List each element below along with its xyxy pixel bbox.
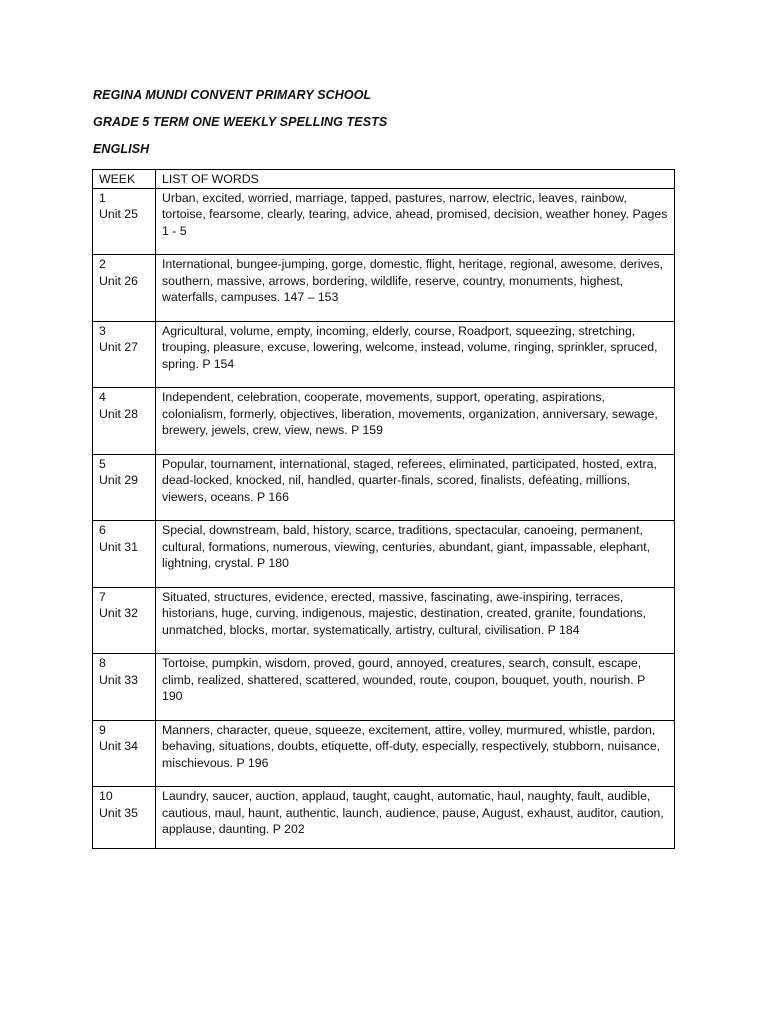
week-cell bbox=[93, 787, 156, 849]
unit-label: Unit 35 bbox=[99, 805, 138, 820]
week-number: 2 bbox=[99, 257, 106, 271]
table-row bbox=[93, 188, 675, 255]
week-cell bbox=[93, 521, 156, 588]
table-row bbox=[93, 388, 675, 455]
word-list-cell: Agricultural, volume, empty, incoming, elderly, course, Roadport, squeezing, stretching, trouping, pleasure, excuse, lowering, welcome, instead, volume, ringing, sprinkler, spruced, spring. P 154 bbox=[156, 321, 675, 388]
word-list-cell: Situated, structures, evidence, erected, massive, fascinating, awe-inspiring, terraces, historians, huge, curving, indigenous, majestic, destination, created, granite, foundations, unmatched, blocks, mortar, systematically, artistry, cultural, civilisation. P 184 bbox=[156, 587, 675, 654]
table-row bbox=[93, 454, 675, 521]
week-cell bbox=[93, 388, 156, 455]
week-number: 10 bbox=[99, 789, 113, 803]
word-list-cell: Independent, celebration, cooperate, movements, support, operating, aspirations, colonialism, formerly, objectives, liberation, movements, organization, anniversary, sewage, brewery, jewels, crew, view, news. P 159 bbox=[156, 388, 675, 455]
week-cell bbox=[93, 654, 156, 721]
week-number: 4 bbox=[99, 390, 106, 404]
week-number: 8 bbox=[99, 656, 106, 670]
week-cell bbox=[93, 188, 156, 255]
unit-label: Unit 29 bbox=[99, 473, 138, 487]
unit-label: Unit 26 bbox=[99, 273, 138, 288]
word-list-cell: Urban, excited, worried, marriage, tapped, pastures, narrow, electric, leaves, rainbow, tortoise, fearsome, clearly, tearing, advice, ahead, promised, decision, weather honey. Pages 1 - 5 bbox=[156, 188, 675, 255]
week-number: 7 bbox=[99, 589, 106, 604]
school-name: REGINA MUNDI CONVENT PRIMARY SCHOOL bbox=[93, 88, 372, 102]
unit-label: Unit 25 bbox=[99, 207, 138, 221]
header-list-of-words: LIST OF WORDS bbox=[156, 170, 675, 189]
word-list-cell: Special, downstream, bald, history, scarce, traditions, spectacular, canoeing, permanent, cultural, formations, numerous, viewing, centuries, abundant, giant, impassable, elephant, lightning, crystal. P 180 bbox=[156, 521, 675, 588]
table-row bbox=[93, 654, 675, 721]
header-week: WEEK bbox=[93, 170, 156, 189]
word-list-cell: Tortoise, pumpkin, wisdom, proved, gourd, annoyed, creatures, search, consult, escape, climb, realized, shattered, scattered, wounded, route, coupon, bouquet, youth, nourish. P 190 bbox=[156, 654, 675, 721]
week-cell bbox=[93, 321, 156, 388]
spelling-table bbox=[92, 169, 675, 849]
week-number: 5 bbox=[99, 456, 106, 471]
word-list-cell: Laundry, saucer, auction, applaud, taught, caught, automatic, haul, naughty, fault, audible, cautious, maul, haunt, authentic, launch, audience, pause, August, exhaust, auditor, caution, applause, daunting. P 202 bbox=[156, 787, 675, 849]
unit-label: Unit 28 bbox=[99, 406, 138, 421]
table-row bbox=[93, 587, 675, 654]
document-subtitle: GRADE 5 TERM ONE WEEKLY SPELLING TESTS bbox=[93, 115, 388, 129]
week-number: 9 bbox=[99, 722, 106, 737]
unit-label: Unit 33 bbox=[99, 672, 138, 687]
table-row bbox=[93, 720, 675, 787]
unit-label: Unit 31 bbox=[99, 539, 138, 554]
table-header-row bbox=[93, 170, 675, 189]
word-list-cell: Popular, tournament, international, staged, referees, eliminated, participated, hosted, extra, dead-locked, knocked, nil, handled, quarter-finals, scored, finalists, defeating, millions, viewers, oceans. P 166 bbox=[156, 454, 675, 521]
week-number: 3 bbox=[99, 323, 106, 338]
unit-label: Unit 32 bbox=[99, 606, 138, 620]
week-cell bbox=[93, 454, 156, 521]
week-cell bbox=[93, 255, 156, 322]
table-row bbox=[93, 255, 675, 322]
unit-label: Unit 34 bbox=[99, 739, 138, 753]
table-row bbox=[93, 521, 675, 588]
unit-label: Unit 27 bbox=[99, 340, 138, 354]
week-number: 1 bbox=[99, 190, 106, 205]
table-row bbox=[93, 787, 675, 849]
week-cell bbox=[93, 587, 156, 654]
week-cell bbox=[93, 720, 156, 787]
week-number: 6 bbox=[99, 523, 106, 537]
word-list-cell: International, bungee-jumping, gorge, domestic, flight, heritage, regional, awesome, derives, southern, massive, arrows, bordering, wildlife, reserve, country, monuments, highest, waterfalls, campuses. 147 – 153 bbox=[156, 255, 675, 322]
word-list-cell: Manners, character, queue, squeeze, excitement, attire, volley, murmured, whistle, pardon, behaving, situations, doubts, etiquette, off-duty, especially, respectively, stubborn, nuisance, mischievous. P 196 bbox=[156, 720, 675, 787]
table-row bbox=[93, 321, 675, 388]
subject-label: ENGLISH bbox=[93, 142, 150, 156]
